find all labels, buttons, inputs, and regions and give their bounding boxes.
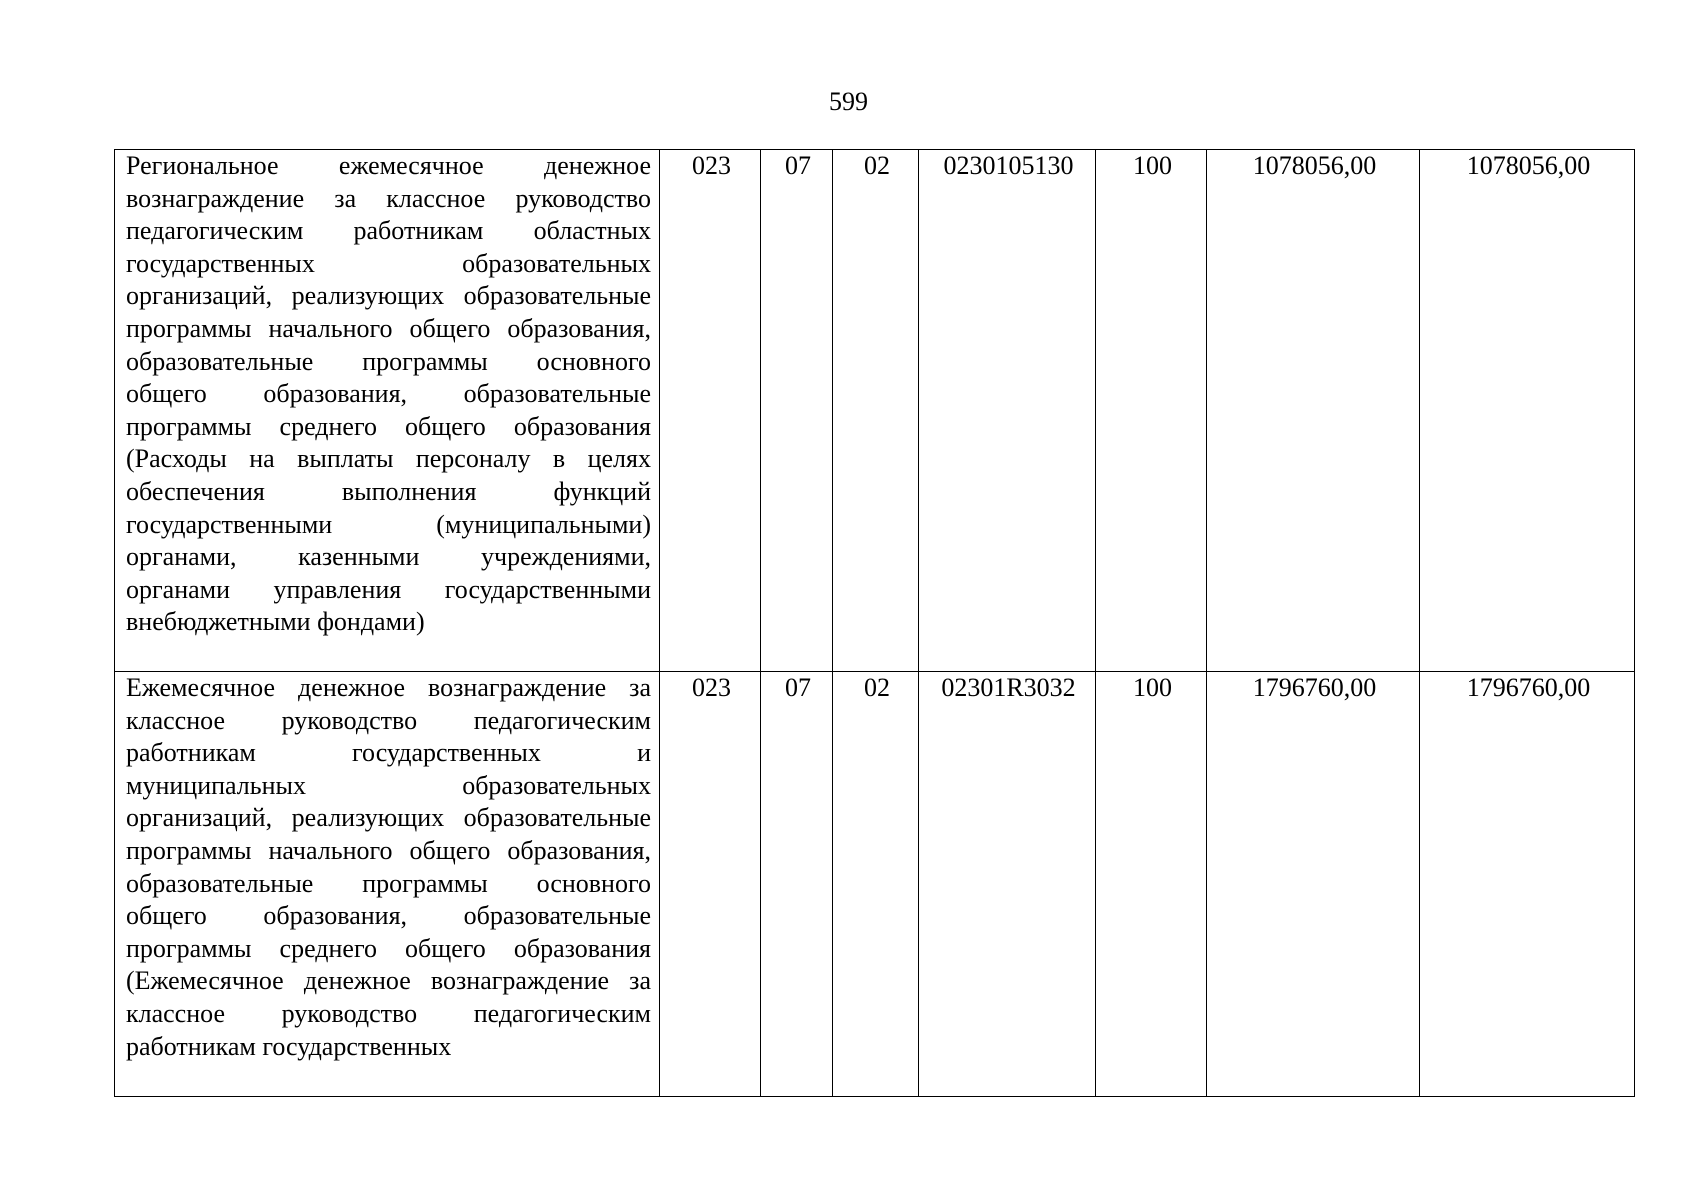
subsection-code: 02 bbox=[833, 150, 919, 672]
subsection-code: 02 bbox=[833, 672, 919, 1097]
expense-type-code: 100 bbox=[1096, 150, 1207, 672]
budget-table bbox=[114, 149, 1635, 1097]
row-description: Ежемесячное денежное вознаграждение за классное руководство педагогическим работникам государственных и муниципальных образовательных организаций, реализующих образовательные программы начального общего образования, образовательные программы основного общего образования, образовательные программы среднего общего образования (Ежемесячное денежное вознаграждение за классное руководство педагогическим работникам государственных bbox=[115, 672, 660, 1097]
target-item-code: 0230105130 bbox=[919, 150, 1096, 672]
amount-year2: 1078056,00 bbox=[1420, 150, 1635, 672]
target-item-code: 02301R3032 bbox=[919, 672, 1096, 1097]
section-code: 07 bbox=[761, 672, 833, 1097]
ministry-code: 023 bbox=[660, 672, 761, 1097]
amount-year2: 1796760,00 bbox=[1420, 672, 1635, 1097]
table-row bbox=[115, 150, 1635, 672]
row-description: Региональное ежемесячное денежное вознаграждение за классное руководство педагогическим работникам областных государственных образовательных организаций, реализующих образовательные программы начального общего образования, образовательные программы основного общего образования, образовательные программы среднего общего образования (Расходы на выплаты персоналу в целях обеспечения выполнения функций государственными (муниципальными) органами, казенными учреждениями, органами управления государственными внебюджетными фондами) bbox=[115, 150, 660, 672]
table-row bbox=[115, 672, 1635, 1097]
ministry-code: 023 bbox=[660, 150, 761, 672]
amount-year1: 1078056,00 bbox=[1207, 150, 1420, 672]
page-number: 599 bbox=[829, 87, 868, 116]
amount-year1: 1796760,00 bbox=[1207, 672, 1420, 1097]
section-code: 07 bbox=[761, 150, 833, 672]
expense-type-code: 100 bbox=[1096, 672, 1207, 1097]
